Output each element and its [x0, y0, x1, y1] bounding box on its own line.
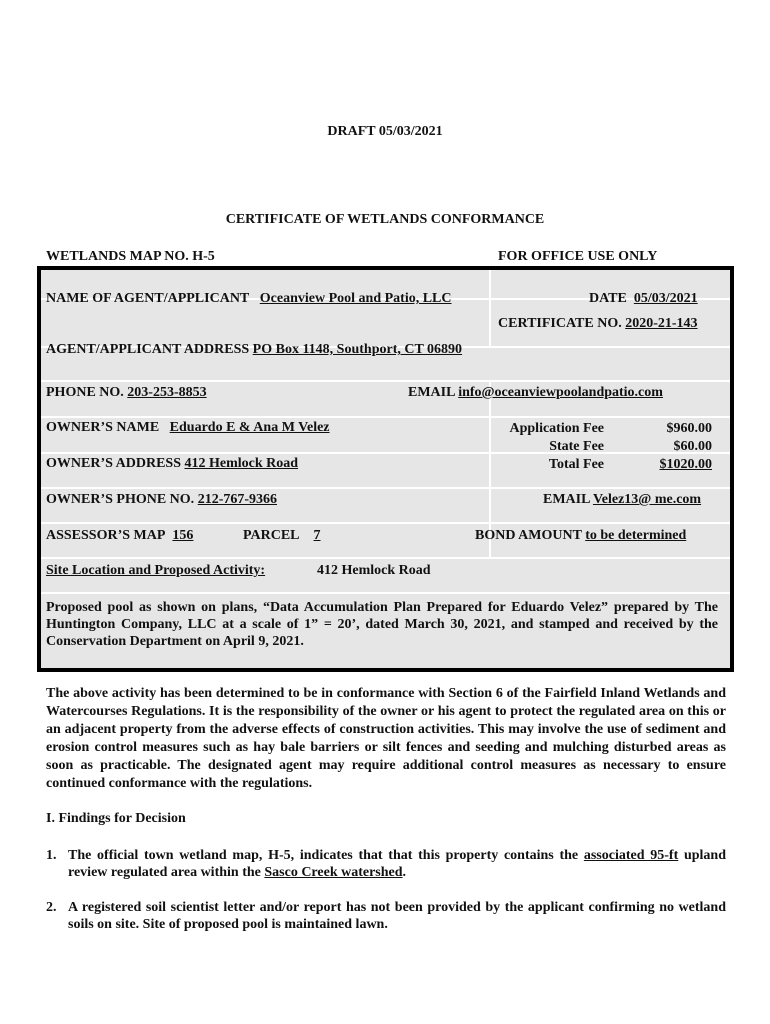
findings-heading: I. Findings for Decision: [46, 811, 186, 826]
draft-date: DRAFT 05/03/2021: [327, 124, 443, 139]
phone-label: PHONE NO.: [46, 385, 124, 400]
email-label: EMAIL: [408, 385, 455, 400]
finding-text-underlined: associated 95-ft: [583, 848, 679, 863]
certificate-label: CERTIFICATE NO.: [498, 316, 622, 331]
finding-text-part: upland review regulated area within the: [68, 848, 726, 880]
fee-row: [498, 456, 712, 474]
row-divider: [41, 592, 730, 594]
site-location-value: 412 Hemlock Road: [317, 563, 431, 578]
assessor-map-field: [46, 528, 193, 544]
owner-name-value: Eduardo E & Ana M Velez: [169, 420, 330, 435]
owner-phone-label: OWNER’S PHONE NO.: [46, 492, 195, 507]
finding-number: 2.: [46, 900, 57, 915]
proposed-activity-text: Proposed pool as shown on plans, “Data Accumulation Plan Prepared for Eduardo Velez” prepared by The Huntington Company, LLC at a scale of 1” = 20’, dated March 30, 2021, and stamped and received by the Conservation Department on April 9, 2021.: [46, 600, 718, 649]
date-label: DATE: [589, 291, 627, 306]
parcel-value: 7: [313, 528, 321, 543]
certificate-value: 2020-21-143: [625, 316, 698, 331]
site-location-label: Site Location and Proposed Activity:: [46, 563, 266, 578]
owner-email-label: EMAIL: [543, 492, 590, 507]
fee-label: State Fee: [549, 439, 604, 454]
finding-text-underlined: Sasco Creek watershed: [264, 865, 403, 880]
phone-field: [46, 385, 207, 401]
bond-label: BOND AMOUNT: [475, 528, 582, 543]
date-field: [589, 291, 698, 307]
owner-address-field: [46, 456, 298, 472]
fees-table: [498, 420, 712, 474]
fees-block: [498, 420, 712, 474]
email-field: [408, 385, 663, 401]
fee-amount: $60.00: [673, 439, 712, 454]
fee-amount: $960.00: [666, 421, 712, 436]
fee-label: Total Fee: [548, 457, 604, 472]
finding-item: [46, 847, 726, 881]
owner-name-label: OWNER’S NAME: [46, 420, 160, 435]
agent-address-value: PO Box 1148, Southport, CT 06890: [252, 342, 463, 357]
email-value: info@oceanviewpoolandpatio.com: [458, 385, 663, 400]
phone-value: 203-253-8853: [127, 385, 207, 400]
owner-name-field: [46, 420, 330, 436]
fee-row: [498, 438, 712, 456]
finding-text-part: The official town wetland map, H-5, indicates that that this property contains the: [68, 848, 584, 863]
agent-name-value: Oceanview Pool and Patio, LLC: [259, 291, 452, 306]
owner-address-label: OWNER’S ADDRESS: [46, 456, 181, 471]
fee-label: Application Fee: [509, 421, 604, 436]
row-divider: [41, 557, 730, 559]
finding-item: [46, 899, 726, 933]
owner-email-field: [543, 492, 701, 508]
owner-phone-field: [46, 492, 277, 508]
finding-text-part: .: [402, 865, 407, 880]
agent-address-field: [46, 342, 462, 358]
conformance-paragraph: The above activity has been determined to be in conformance with Section 6 of the Fairfield Inland Wetlands and Watercourses Regulations. It is the responsibility of the owner or his agent to protect the regulated area on this or an adjacent property from the adverse effects of construction activities. This may involve the use of sediment and erosion control measures such as hay bale barriers or silt fences and seeding and mulching disturbed areas as soon as practicable. The designated agent may require additional control measures as necessary to ensure continued conformance with the regulations.: [46, 686, 726, 791]
agent-name-field: [46, 291, 452, 307]
agent-name-label: NAME OF AGENT/APPLICANT: [46, 291, 250, 306]
assessor-map-label: ASSESSOR’S MAP: [46, 528, 166, 543]
owner-email-value: Velez13@ me.com: [592, 492, 702, 507]
document-title: CERTIFICATE OF WETLANDS CONFORMANCE: [225, 212, 545, 227]
finding-number: 1.: [46, 848, 57, 863]
owner-phone-value: 212-767-9366: [197, 492, 278, 507]
row-divider: [41, 522, 730, 524]
fee-row: [498, 420, 712, 438]
office-use-heading: FOR OFFICE USE ONLY: [498, 249, 658, 264]
assessor-map-value: 156: [172, 528, 194, 543]
column-divider: [489, 270, 491, 346]
date-value: 05/03/2021: [633, 291, 698, 306]
row-divider: [41, 487, 730, 489]
finding-text: A registered soil scientist letter and/or report has not been provided by the applicant confirming no wetland soils on site. Site of proposed pool is maintained lawn.: [68, 900, 726, 932]
finding-text: [68, 847, 726, 881]
parcel-label: PARCEL: [243, 528, 300, 543]
bond-value: to be determined: [585, 528, 687, 543]
wetlands-map-number: WETLANDS MAP NO. H-5: [46, 249, 215, 264]
fee-amount: $1020.00: [659, 457, 712, 472]
parcel-field: [243, 528, 321, 544]
owner-address-value: 412 Hemlock Road: [184, 456, 299, 471]
certificate-field: [498, 316, 698, 332]
row-divider: [41, 416, 730, 418]
bond-field: [475, 528, 686, 544]
row-divider: [41, 380, 730, 382]
agent-address-label: AGENT/APPLICANT ADDRESS: [46, 342, 250, 357]
